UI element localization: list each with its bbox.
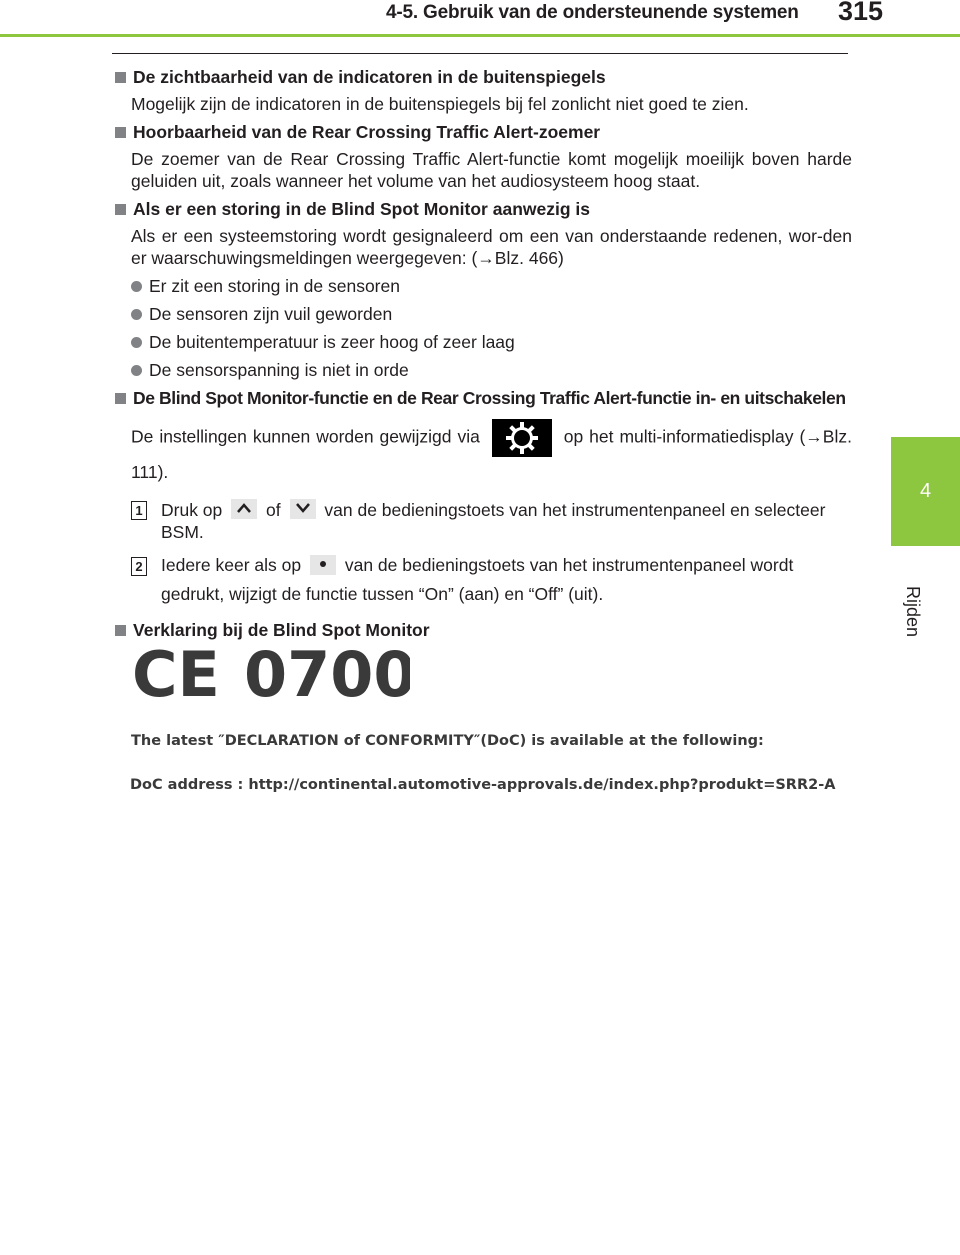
round-bullet-icon	[131, 365, 142, 376]
square-bullet-icon	[115, 625, 126, 636]
declaration-line: The latest ″DECLARATION of CONFORMITY″(DoC) is available at the following:	[131, 733, 764, 749]
ce-marking	[130, 636, 410, 711]
list-item: De sensoren zijn vuil geworden	[131, 303, 852, 325]
chevron-down-icon	[290, 499, 316, 519]
list-item: De buitentemperatuur is zeer hoog of zeer laag	[131, 331, 852, 353]
round-bullet-icon	[131, 281, 142, 292]
chevron-up-icon	[231, 499, 257, 519]
section-body: Als er een systeemstoring wordt gesignaleerd om een van onderstaande redenen, wor-den er waarschuwingsmeldingen weergegeven: (→Blz. 466)	[131, 226, 852, 268]
page-content	[112, 66, 852, 641]
round-bullet-icon	[131, 337, 142, 348]
chapter-tab	[891, 437, 960, 546]
square-bullet-icon	[115, 127, 126, 138]
step-number: 1	[131, 501, 147, 520]
round-bullet-icon	[131, 309, 142, 320]
section-heading: De zichtbaarheid van de indicatoren in de buitenspiegels	[112, 66, 852, 88]
square-bullet-icon	[115, 72, 126, 83]
instruction-step: 2 Iedere keer als op van de bedieningstoets van het instrumentenpaneel wordt gedrukt, wijzigt de functie tussen “On” (aan) en “Off” (uit).	[131, 551, 852, 609]
chapter-label: Rijden	[903, 586, 923, 638]
section-body: De zoemer van de Rear Crossing Traffic Alert-functie komt mogelijk moeilijk boven harde geluiden uit, zoals wanneer het volume van het audiosysteem hoog staat.	[131, 149, 852, 191]
square-bullet-icon	[115, 393, 126, 404]
section-title: 4-5. Gebruik van de ondersteunende systemen	[386, 2, 799, 23]
top-rule	[112, 53, 848, 54]
list-item: Er zit een storing in de sensoren	[131, 275, 852, 297]
chapter-number: 4	[919, 480, 932, 502]
section-heading: De Blind Spot Monitor-functie en de Rear Crossing Traffic Alert-functie in- en uitschakelen	[112, 387, 852, 409]
section-body: Mogelijk zijn de indicatoren in de buitenspiegels bij fel zonlicht niet goed te zien.	[131, 94, 749, 114]
list-item: De sensorspanning is niet in orde	[131, 359, 852, 381]
square-bullet-icon	[115, 204, 126, 215]
doc-address: DoC address : http://continental.automotive-approvals.de/index.php?produkt=SRR2-A	[130, 777, 836, 793]
section-heading: Als er een storing in de Blind Spot Monitor aanwezig is	[112, 198, 852, 220]
dot-button-icon	[310, 555, 336, 575]
notified-body-number: 0700	[244, 638, 410, 706]
section-body: De instellingen kunnen worden gewijzigd via op het multi-informatiedisplay (→Blz. 111).	[131, 419, 852, 487]
section-heading: Hoorbaarheid van de Rear Crossing Traffic Alert-zoemer	[112, 121, 852, 143]
step-number: 2	[131, 557, 147, 576]
page-number: 315	[838, 0, 884, 26]
ce-mark: CE	[132, 638, 220, 706]
header-rule	[0, 34, 960, 37]
instruction-step: 1 Druk op of van de bedieningstoets van het instrumentenpaneel en selecteer BSM.	[131, 499, 852, 543]
section-heading: Verklaring bij de Blind Spot Monitor	[112, 619, 852, 641]
gear-icon	[492, 419, 552, 457]
